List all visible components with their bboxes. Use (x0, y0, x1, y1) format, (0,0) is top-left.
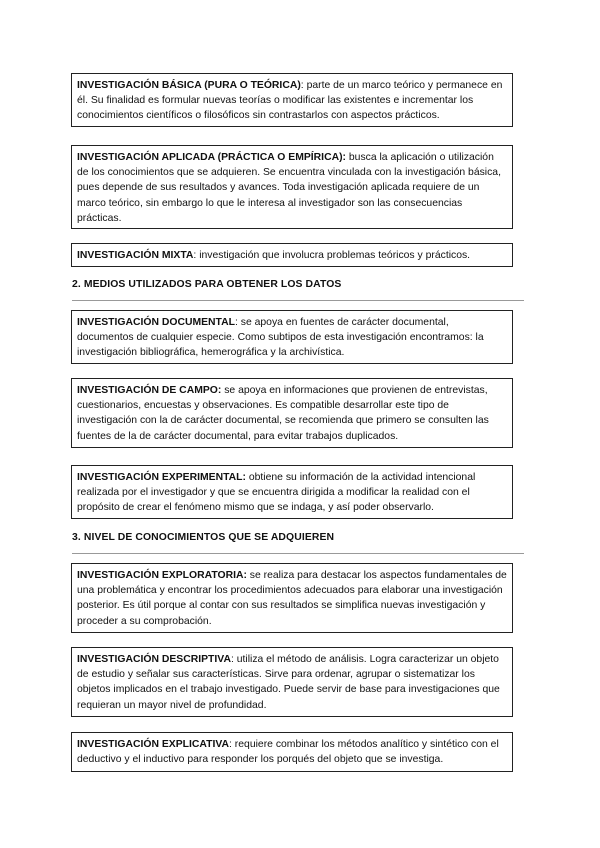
term-separator: : (300, 80, 304, 91)
definition-text: parte de un marco teórico y permanece en él. Su finalidad es formular nuevas teorías o modificar las existentes e incrementar los conocimientos científicos o filosóficos sin contrastarlos con aspectos prácticos. (77, 80, 503, 122)
term-separator: : (229, 739, 232, 750)
term-label: INVESTIGACIÓN BÁSICA (PURA O TEÓRICA) (77, 80, 301, 91)
definition-text: utiliza el método de análisis. Logra caracterizar un objeto de estudio y señalar sus características. Sirve para ordenar, agrupar o sistematizar los objetos implicados en el trabajo investigado. Puede servir de base para investigaciones que requieran un mayor nivel de profundidad. (77, 654, 500, 711)
definition-text: se apoya en fuentes de carácter documental, documentos de cualquier especie. Como subtipos de esta investigación encontramos: la investigación bibliográfica, hemerográfica y la archivística. (77, 317, 484, 359)
definition-box-basica (71, 73, 513, 127)
definition-box-mixta (71, 243, 513, 267)
section-heading-nivel: 3. NIVEL DE CONOCIMIENTOS QUE SE ADQUIEREN (72, 532, 335, 543)
term-label: INVESTIGACIÓN MIXTA (77, 250, 194, 261)
definition-text: se apoya en informaciones que provienen de entrevistas, cuestionarios, encuestas y observaciones. Es compatible desarrollar este tipo de investigación con la de carácter documental, se recomienda que primero se consulten las fuentes de la de carácter documental, para evitar trabajos duplicados. (77, 385, 489, 442)
definition-text: investigación que involucra problemas teóricos y prácticos. (196, 250, 471, 261)
section-divider (72, 553, 524, 554)
definition-text: busca la aplicación o utilización de los conocimientos que se adquieren. Se encuentra vinculada con la investigación básica, pues depende de sus resultados y avances. Toda investigación aplicada requiere de un marco teórico, sin embargo lo que le interesa al investigador son las consecuencias prácticas. (77, 152, 501, 224)
section-divider (72, 300, 524, 301)
term-label: INVESTIGACIÓN EXPERIMENTAL: (77, 472, 246, 483)
definition-box-campo (71, 378, 513, 448)
definition-text: se realiza para destacar los aspectos fundamentales de una problemática y encontrar los procedimientos adecuados para elaborar una investigación posterior. Es útil porque al contar con sus resultados se simplifica nuevas investigación y proceder a su comprobación. (77, 570, 507, 627)
definition-box-exploratoria (71, 563, 513, 633)
term-label: INVESTIGACIÓN EXPLICATIVA (77, 739, 230, 750)
term-label: INVESTIGACIÓN EXPLORATORIA: (77, 570, 247, 581)
term-label: INVESTIGACIÓN DESCRIPTIVA (77, 654, 231, 665)
term-label: INVESTIGACIÓN DE CAMPO: (77, 385, 222, 396)
definition-box-experimental (71, 465, 513, 519)
section-heading-medios: 2. MEDIOS UTILIZADOS PARA OBTENER LOS DATOS (72, 279, 342, 290)
term-label: INVESTIGACIÓN APLICADA (PRÁCTICA O EMPÍRICA): (77, 152, 346, 163)
definition-box-explicativa (71, 732, 513, 772)
term-separator: : (193, 250, 197, 261)
term-separator: : (230, 654, 234, 665)
definition-text: requiere combinar los métodos analítico y sintético con el deductivo y el inductivo para responder los porqués del objeto que se investiga. (77, 739, 499, 766)
definition-text: obtiene su información de la actividad intencional realizada por el investigador y que se encuentra dirigida a modificar la realidad con el propósito de crear el fenómeno mismo que se indaga, y así poder observarlo. (77, 472, 476, 514)
definition-box-descriptiva (71, 647, 513, 717)
term-separator: : (234, 317, 238, 328)
term-label: INVESTIGACIÓN DOCUMENTAL (77, 317, 235, 328)
definition-box-aplicada (71, 145, 513, 229)
definition-box-documental (71, 310, 513, 364)
